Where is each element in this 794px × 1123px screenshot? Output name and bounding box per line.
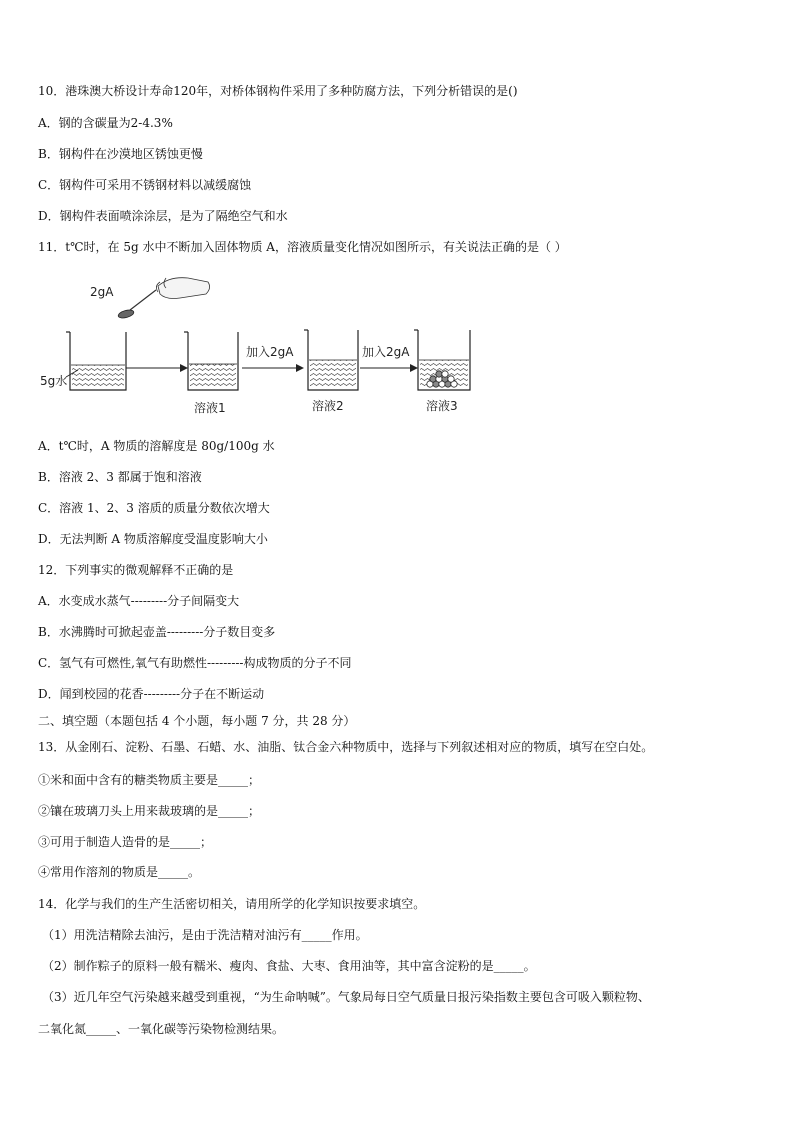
question-10-option-b: B．钢构件在沙漠地区锈蚀更慢 bbox=[38, 147, 203, 161]
solution-3-label: 溶液3 bbox=[426, 399, 458, 413]
beaker-solution-1 bbox=[184, 332, 238, 390]
question-11-option-c: C．溶液 1、2、3 溶质的质量分数依次增大 bbox=[38, 501, 270, 515]
add-label-1: 加入2gA bbox=[246, 345, 294, 359]
question-11-option-b: B．溶液 2、3 都属于饱和溶液 bbox=[38, 470, 202, 484]
solution-1-label: 溶液1 bbox=[194, 401, 226, 415]
solution-2-label: 溶液2 bbox=[312, 399, 344, 413]
question-12-option-c: C．氢气有可燃性,氧气有助燃性---------构成物质的分子不同 bbox=[38, 656, 352, 670]
arrow-2 bbox=[242, 364, 304, 372]
question-10-option-d: D．钢构件表面喷涂涂层，是为了隔绝空气和水 bbox=[38, 209, 288, 223]
question-14-item-2: （2）制作粽子的原料一般有糯米、瘦肉、食盐、大枣、食用油等，其中富含淀粉的是_____。 bbox=[42, 959, 536, 973]
question-10-option-c: C．钢构件可采用不锈钢材料以减缓腐蚀 bbox=[38, 178, 252, 192]
spoon-label: 2gA bbox=[90, 285, 114, 299]
question-13-item-3: ③可用于制造人造骨的是_____； bbox=[38, 835, 213, 849]
question-11-stem: 11．t℃时，在 5g 水中不断加入固体物质 A，溶液质量变化情况如图所示，有关说法正确的是（ ） bbox=[38, 240, 567, 254]
arrow-1 bbox=[126, 364, 188, 372]
water-label: 5g水 bbox=[40, 374, 68, 388]
question-13-stem: 13．从金刚石、淀粉、石墨、石蜡、水、油脂、钛合金六种物质中，选择与下列叙述相对应的物质，填写在空白处。 bbox=[38, 740, 654, 754]
question-14-stem: 14．化学与我们的生产生活密切相关，请用所学的化学知识按要求填空。 bbox=[38, 897, 426, 911]
add-label-2: 加入2gA bbox=[362, 345, 410, 359]
dissolving-diagram bbox=[30, 272, 490, 422]
question-14-item-1: （1）用洗洁精除去油污，是由于洗洁精对油污有_____作用。 bbox=[42, 928, 368, 942]
question-14-item-3-continuation: 二氧化氮_____、一氧化碳等污染物检测结果。 bbox=[38, 1022, 285, 1036]
question-11-option-a: A．t℃时，A 物质的溶解度是 80g/100g 水 bbox=[38, 439, 275, 453]
beaker-solution-2 bbox=[304, 330, 358, 390]
arrow-3 bbox=[360, 364, 418, 372]
question-13-item-4: ④常用作溶剂的物质是_____。 bbox=[38, 865, 201, 879]
question-12-option-a: A．水变成水蒸气---------分子间隔变大 bbox=[38, 594, 240, 608]
hand-with-spoon-icon bbox=[117, 278, 209, 320]
section-2-heading: 二、填空题（本题包括 4 个小题，每小题 7 分，共 28 分） bbox=[38, 714, 356, 728]
question-12-option-b: B．水沸腾时可掀起壶盖---------分子数目变多 bbox=[38, 625, 276, 639]
question-11-option-d: D．无法判断 A 物质溶解度受温度影响大小 bbox=[38, 532, 268, 546]
question-14-item-3: （3）近几年空气污染越来越受到重视，“为生命呐喊”。气象局每日空气质量日报污染指数主要包含可吸入颗粒物、 bbox=[42, 990, 650, 1004]
question-12-stem: 12．下列事实的微观解释不正确的是 bbox=[38, 563, 234, 577]
question-13-item-1: ①米和面中含有的糖类物质主要是_____； bbox=[38, 773, 261, 787]
beaker-water bbox=[66, 332, 126, 390]
question-12-option-d: D．闻到校园的花香---------分子在不断运动 bbox=[38, 687, 265, 701]
question-10-stem: 10．港珠澳大桥设计寿命120年，对桥体钢构件采用了多种防腐方法，下列分析错误的是() bbox=[38, 84, 518, 98]
question-13-item-2: ②镶在玻璃刀头上用来裁玻璃的是_____； bbox=[38, 804, 261, 818]
question-10-option-a: A．钢的含碳量为2-4.3% bbox=[38, 116, 173, 130]
